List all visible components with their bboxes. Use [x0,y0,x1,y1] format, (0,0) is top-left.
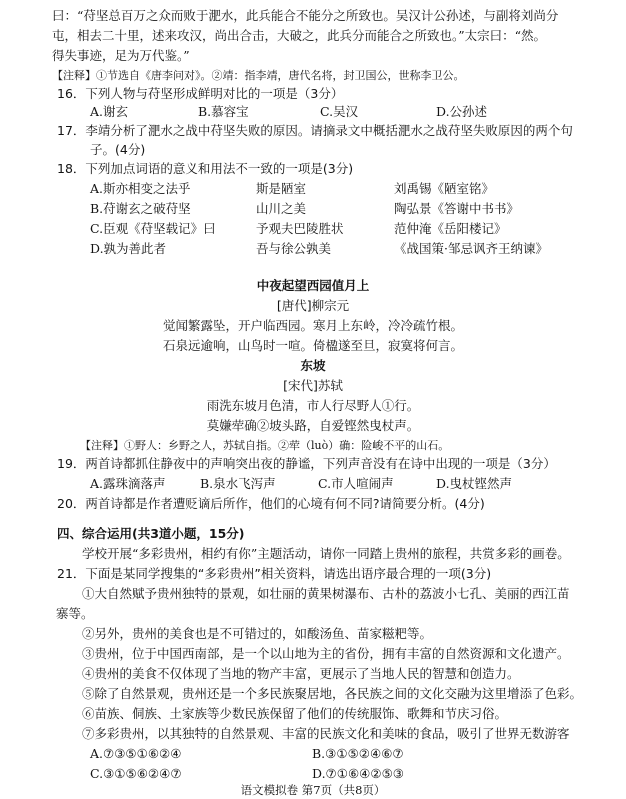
poem2-line: 莫嫌荦确②坡头路，自爱铿然曳杖声。 [206,418,420,433]
q16-option-a: A.谢玄 [90,104,129,119]
q18-row-d-col1: D.孰为善此者 [90,241,167,256]
question-19: 19．两首诗都抓住静夜中的声响突出夜的静谧，下列声音没有在诗中出现的一项是（3分） [57,456,556,471]
passage-note: 【注释】①节选自《唐李问对》。②靖：指李靖，唐代名将，封卫国公，世称李卫公。 [52,69,465,82]
q21-option-b: B.③①⑤②④⑥⑦ [312,746,404,761]
q18-row-a-col1: A.斯亦相变之法乎 [90,181,191,196]
page-footer: 语文模拟卷 第7页（共8页） [240,783,386,797]
question-17-cont: 子。(4分) [90,142,146,157]
passage-line: 曰：“苻坚总百万之众而败于淝水，此兵能合不能分之所致也。吴汉计公孙述，与副将刘尚分 [52,8,559,23]
q19-option-b: B.泉水飞泻声 [200,476,276,491]
q21-option-c: C.③①⑤⑥②④⑦ [90,766,182,781]
question-17: 17．李靖分析了淝水之战中苻坚失败的原因。请摘录文中概括淝水之战苻坚失败原因的两个句 [57,123,573,138]
q21-item: ⑦多彩贵州，以其独特的自然景观、丰富的民族文化和美味的食品，吸引了世界无数游客 [82,726,570,741]
passage-line: 得失事迹，足为万代鉴。” [52,48,190,63]
q18-row-d-col3: 《战国策·邹忌讽齐王纳谏》 [394,241,548,256]
q21-item: ⑥苗族、侗族、土家族等少数民族保留了他们的传统服饰、歌舞和节庆习俗。 [82,706,508,721]
q18-row-a-col3: 刘禹锡《陋室铭》 [394,181,495,196]
q21-item-cont: 寨等。 [56,606,94,621]
q21-option-a: A.⑦③⑤①⑥②④ [90,746,182,761]
q19-option-c: C.市人喧闹声 [318,476,394,491]
section-4-title: 四、综合运用(共3道小题，15分) [57,526,245,541]
q18-row-a-col2: 斯是陋室 [256,181,307,196]
question-20: 20．两首诗都是作者遭贬谪后所作，他们的心境有何不同?请简要分析。(4分) [57,496,485,511]
q18-row-c-col1: C.臣观《苻坚载记》曰 [90,221,216,236]
q19-option-a: A.露珠滴落声 [90,476,166,491]
poem2-title: 东坡 [300,358,326,373]
q19-option-d: D.曳杖铿然声 [436,476,513,491]
q18-row-c-col3: 范仲淹《岳阳楼记》 [394,221,507,236]
question-16: 16．下列人物与苻坚形成鲜明对比的一项是（3分） [57,86,344,101]
poem-note: 【注释】①野人：乡野之人，苏轼自指。②荦（luò）确：险峻不平的山石。 [80,439,450,452]
q21-item: ③贵州，位于中国西南部，是一个以山地为主的省份，拥有丰富的自然资源和文化遗产。 [82,646,570,661]
q16-option-c: C.吴汉 [320,104,359,119]
q18-row-b-col3: 陶弘景《答谢中书书》 [394,201,520,216]
q18-row-d-col2: 吾与徐公孰美 [256,241,332,256]
q21-item: ⑤除了自然景观，贵州还是一个多民族聚居地，各民族之间的文化交融为这里增添了色彩。 [82,686,583,701]
question-21: 21．下面是某同学搜集的“多彩贵州”相关资料，请选出语序最合理的一项(3分) [57,566,492,581]
poem2-line: 雨洗东坡月色清，市人行尽野人①行。 [206,398,420,413]
q21-item: ④贵州的美食不仅体现了当地的物产丰富，更展示了当地人民的智慧和创造力。 [82,666,520,681]
poem2-author: [宋代]苏轼 [283,378,343,393]
poem1-line: 石泉远逾响，山鸟时一喧。倚楹遂至旦，寂寞将何言。 [162,338,463,353]
q21-item: ②另外，贵州的美食也是不可错过的，如酸汤鱼、苗家糍粑等。 [82,626,433,641]
q18-row-b-col1: B.苻谢玄之破苻坚 [90,201,191,216]
q18-row-b-col2: 山川之美 [256,201,307,216]
poem1-author: [唐代]柳宗元 [276,298,350,313]
passage-line: 屯，相去二十里，述来攻汉，尚出合击，大破之，此兵分而能合之所致也。”太宗曰：“然。 [52,28,547,43]
question-18: 18．下列加点词语的意义和用法不一致的一项是(3分) [57,161,354,176]
poem1-title: 中夜起望西园值月上 [256,278,370,293]
q16-option-d: D.公孙述 [436,104,488,119]
q18-row-c-col2: 予观夫巴陵胜状 [256,221,344,236]
q21-option-d: D.⑦①⑥④②⑤③ [312,766,404,781]
q21-item: ①大自然赋予贵州独特的景观，如壮丽的黄果树瀑布、古朴的荔波小七孔、美丽的西江苗 [82,586,570,601]
poem1-line: 觉闻繁露坠，开户临西园。寒月上东岭，冷冷疏竹根。 [162,318,463,333]
q16-option-b: B.慕容宝 [198,104,249,119]
section-4-intro: 学校开展“多彩贵州，相约有你”主题活动，请你一同踏上贵州的旅程，共赏多彩的画卷。 [82,546,570,561]
